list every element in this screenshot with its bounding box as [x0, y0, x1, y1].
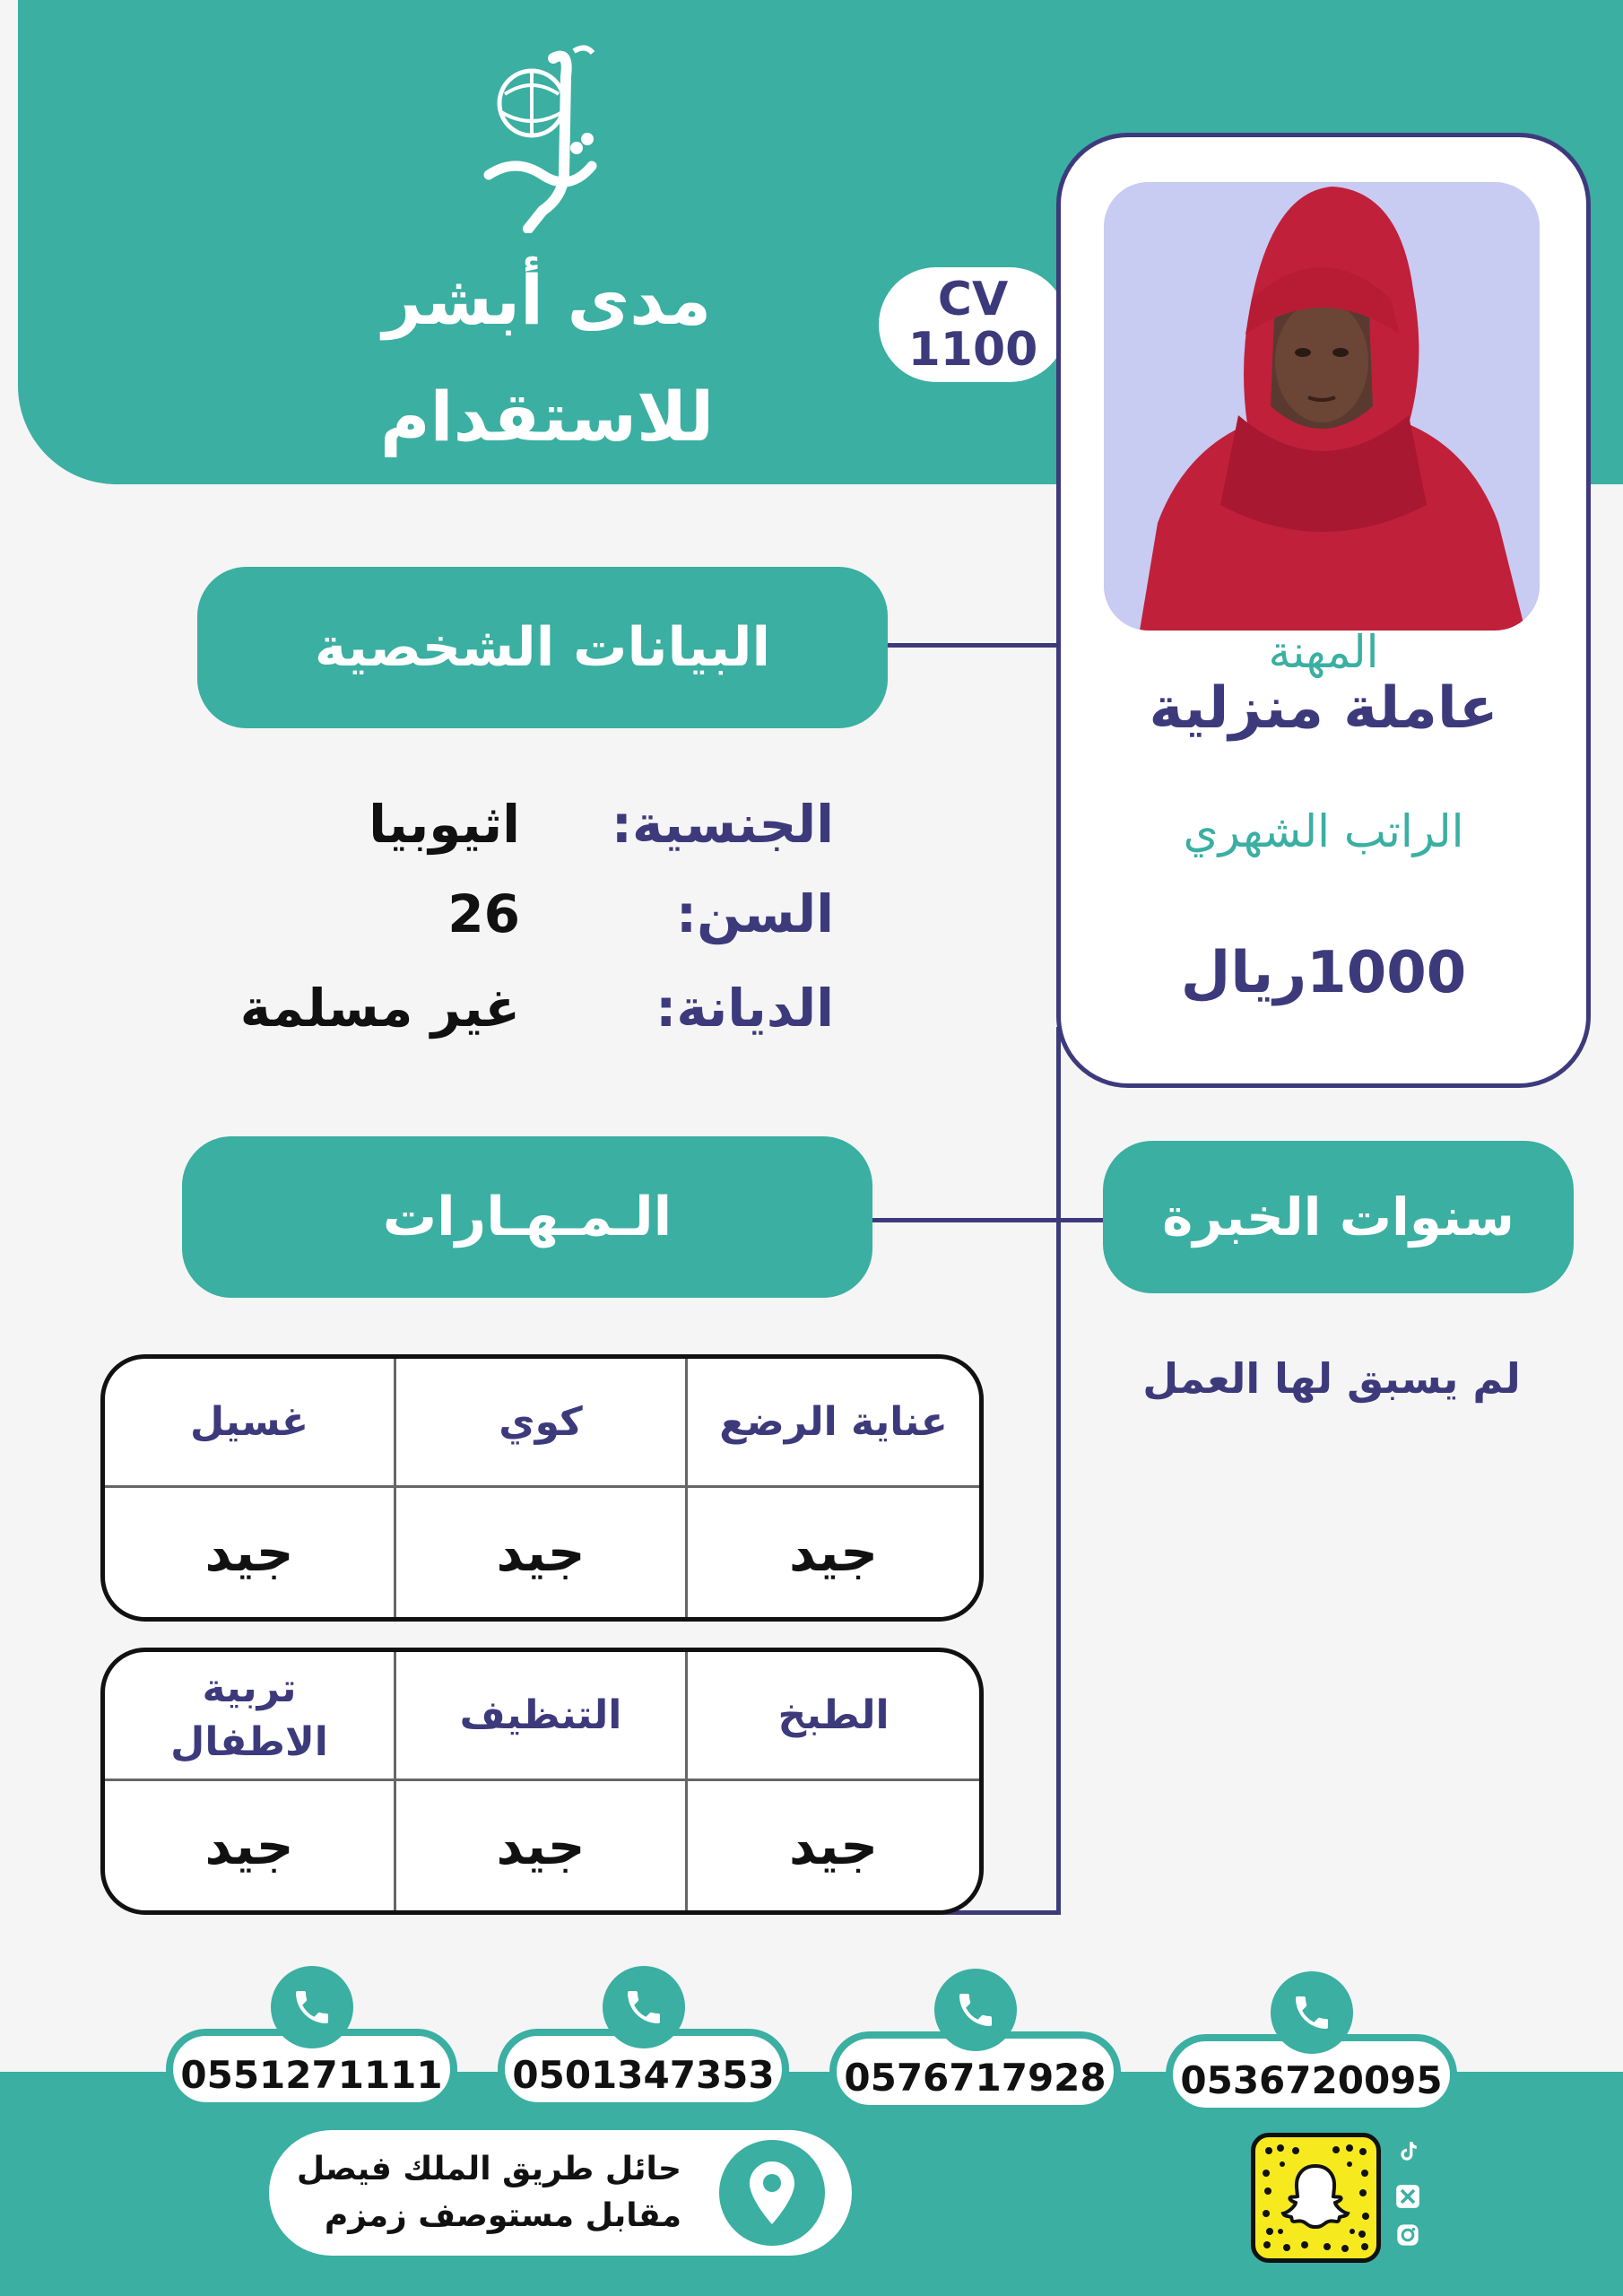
skill-level: جيد: [105, 1781, 396, 1910]
phone-number[interactable]: 0551271111: [180, 2053, 443, 2097]
religion-label: الديانة:: [655, 978, 834, 1039]
profession-label: المهنة: [1268, 626, 1379, 678]
connector-line: [1056, 1027, 1061, 1915]
address-line2: مقابل مستوصف زمزم: [324, 2197, 681, 2234]
phone-number[interactable]: 0536720095: [1180, 2058, 1443, 2102]
age-value: 26: [447, 883, 520, 944]
skill-name: غسيل: [105, 1359, 396, 1488]
connector-line: [870, 1218, 1103, 1222]
skill-level: جيد: [396, 1781, 688, 1910]
age-label: السن:: [675, 883, 834, 944]
phone-icon: [603, 1966, 685, 2048]
salary-value: 1000ريال: [1180, 940, 1467, 1006]
salary-label: الراتب الشهري: [1183, 805, 1464, 857]
x-icon[interactable]: [1393, 2181, 1423, 2212]
profile-card: [1056, 133, 1591, 1088]
phone-icon: [934, 1969, 1017, 2051]
worker-portrait-image: [1104, 182, 1540, 631]
address-line1: حائل طريق الملك فيصل: [296, 2151, 681, 2187]
instagram-icon[interactable]: [1393, 2220, 1423, 2250]
phone-icon: [1271, 1971, 1353, 2054]
religion-value: غير مسلمة: [239, 978, 520, 1039]
skill-name: الطبخ: [688, 1652, 979, 1781]
skill-level: جيد: [105, 1488, 396, 1617]
address-pill[interactable]: [269, 2130, 852, 2256]
skill-level: جيد: [396, 1488, 688, 1617]
skill-name: تربية الاطفال: [105, 1652, 396, 1781]
phone-icon: [271, 1966, 353, 2048]
skills-table-1: [100, 1354, 984, 1622]
skills-table-2: [100, 1648, 984, 1915]
skills-heading: الـمـهـارات: [182, 1136, 872, 1298]
nationality-label: الجنسية:: [611, 794, 834, 855]
address-text: [287, 2146, 681, 2239]
cv-number: 1100: [907, 323, 1038, 377]
skill-name: التنظيف: [396, 1652, 688, 1781]
worker-photo: [1104, 182, 1540, 631]
skill-level: جيد: [789, 1522, 878, 1583]
personal-data-heading: البيانات الشخصية: [197, 567, 888, 728]
skill-level: جيد: [789, 1815, 878, 1876]
company-name-line2: للاستقدام: [379, 377, 715, 457]
skill-name: عناية الرضع: [688, 1359, 979, 1488]
phone-number[interactable]: 0501347353: [512, 2053, 775, 2097]
logo-icon: [480, 40, 605, 233]
profession-value: عاملة منزلية: [1149, 675, 1498, 742]
phone-number[interactable]: 0576717928: [844, 2056, 1107, 2100]
experience-heading: سنوات الخبرة: [1103, 1141, 1574, 1293]
nationality-value: اثيوبيا: [369, 794, 520, 855]
skill-name: كوي: [396, 1359, 688, 1488]
cv-badge: [879, 267, 1067, 382]
tiktok-icon[interactable]: [1393, 2136, 1423, 2167]
snapchat-icon[interactable]: [1251, 2133, 1381, 2263]
experience-value: لم يسبق لها العمل: [1142, 1354, 1521, 1403]
connector-line: [888, 643, 1058, 648]
company-name-line1: مدى أبشر: [382, 260, 712, 340]
cv-label: CV: [937, 273, 1009, 326]
location-pin-icon[interactable]: [714, 2135, 830, 2251]
